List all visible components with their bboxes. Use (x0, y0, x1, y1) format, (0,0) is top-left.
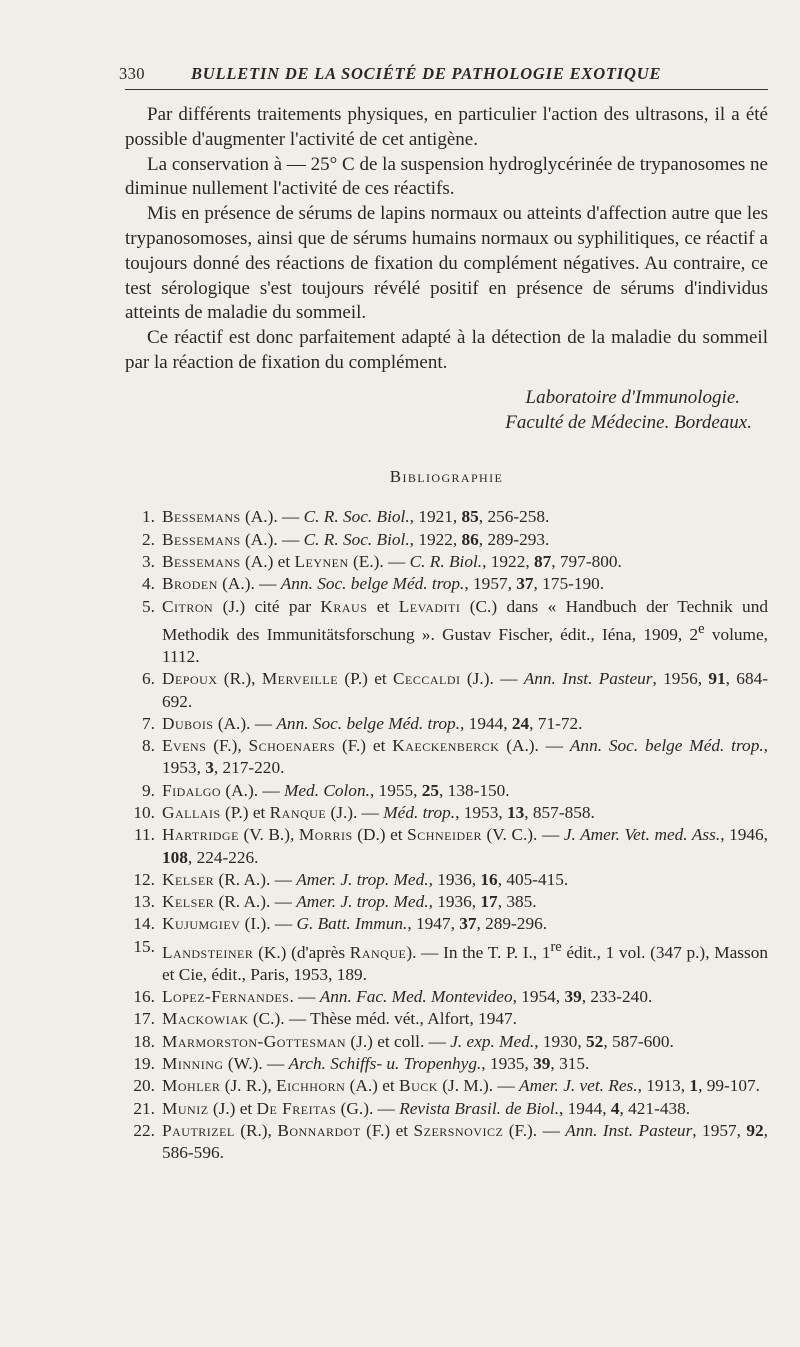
reference-volume: 37 (516, 574, 534, 594)
reference-journal: C. R. Biol. (409, 551, 483, 571)
reference-author: Kraus (320, 596, 368, 616)
reference-text: , 1935, (481, 1054, 534, 1074)
reference-author: De Freitas (256, 1098, 337, 1118)
reference-text: (R.), (234, 1120, 278, 1140)
reference-author: Bessemans (162, 529, 241, 549)
reference-item (125, 1098, 768, 1120)
reference-text: (A.). — (213, 713, 277, 733)
reference-pages: , 217-220. (213, 758, 285, 778)
reference-item (125, 1008, 768, 1030)
reference-item (125, 713, 768, 735)
reference-author: Mackowiak (162, 1009, 249, 1029)
reference-text: (A.). — (240, 507, 304, 527)
reference-item (125, 936, 768, 986)
reference-author: Bonnardot (277, 1120, 361, 1140)
reference-author: Leynen (294, 551, 349, 571)
journal-title: BULLETIN DE LA SOCIÉTÉ DE PATHOLOGIE EXOTIQUE (191, 64, 662, 83)
reference-superscript: re (550, 938, 562, 955)
reference-number: 9. (142, 780, 155, 800)
running-header (119, 64, 768, 90)
reference-number: 14. (133, 914, 155, 934)
reference-volume: 17 (480, 892, 498, 912)
reference-text: (C.) dans « Handbuch der Technik und Methodik des Immunitätsforschung ». Gustav Fischer, édit., Iéna, 1909, 2 (162, 596, 768, 644)
reference-author: Evens (162, 736, 207, 756)
reference-text: (R.), (217, 669, 262, 689)
reference-text: et (367, 596, 399, 616)
reference-volume: 24 (511, 713, 530, 733)
reference-author: Morris (298, 825, 353, 845)
reference-text: (A.). — (499, 736, 570, 756)
reference-text: (A.). — (240, 529, 304, 549)
reference-text: (A.) et (345, 1076, 400, 1096)
reference-volume: 16 (480, 869, 498, 889)
reference-text: , 1936, (428, 869, 481, 889)
reference-author: Lopez-Fernandes (162, 987, 290, 1007)
reference-author: Mohler (162, 1076, 221, 1096)
reference-number: 20. (133, 1076, 155, 1096)
reference-text: , 1956, (652, 669, 709, 689)
reference-text: (P.) et (220, 802, 270, 822)
reference-volume: 4 (610, 1098, 620, 1118)
reference-text: (W.). — (223, 1054, 289, 1074)
reference-author: Eichhorn (276, 1076, 346, 1096)
reference-author: Citron (162, 596, 214, 616)
reference-author: Minning (162, 1054, 224, 1074)
reference-item (125, 551, 768, 573)
reference-pages: , 99-107. (698, 1076, 760, 1096)
reference-text: , 1922, (409, 529, 462, 549)
reference-text: (J.) et (208, 1098, 257, 1118)
reference-text: , 1957, (464, 574, 517, 594)
reference-author: Buck (399, 1076, 438, 1096)
reference-text: , 1921, (409, 507, 462, 527)
reference-journal: Ann. Fac. Med. Montevideo (319, 987, 513, 1007)
reference-author: Kelser (162, 892, 215, 912)
reference-text: (A.). — (221, 780, 284, 800)
reference-number: 7. (142, 713, 155, 733)
reference-text: , 1953, (455, 802, 507, 822)
reference-text: , 1947, (407, 914, 460, 934)
reference-volume: 39 (533, 1054, 551, 1074)
reference-text: (F.), (206, 736, 249, 756)
reference-text: (R. A.). — (214, 869, 297, 889)
reference-text: (J. M.). — (437, 1076, 520, 1096)
reference-pages: , 421-438. (619, 1098, 691, 1118)
reference-text: . — (289, 987, 320, 1007)
reference-item (125, 824, 768, 869)
reference-pages: , 405-415. (497, 869, 569, 889)
reference-item (125, 780, 768, 802)
reference-volume: 52 (586, 1031, 604, 1051)
reference-text: , 1936, (428, 892, 481, 912)
reference-pages: , 71-72. (529, 713, 583, 733)
reference-text: (V. C.). — (481, 825, 564, 845)
reference-pages: , 684-692. (162, 669, 768, 711)
document-page (119, 64, 769, 1165)
reference-pages: , 175-190. (533, 574, 605, 594)
reference-text: (D.) et (352, 825, 408, 845)
reference-text: , 1953, (162, 736, 768, 778)
reference-item (125, 891, 768, 913)
reference-text: (C.). — Thèse méd. vét., Alfort, 1947. (248, 1009, 517, 1029)
reference-text: (J.). — (326, 802, 384, 822)
reference-journal: Ann. Inst. Pasteur (565, 1120, 693, 1140)
reference-text: (K.) (d'après (253, 942, 350, 962)
reference-item (125, 869, 768, 891)
reference-author: Broden (162, 574, 218, 594)
reference-text: , 1957, (692, 1120, 747, 1140)
reference-pages: , 138-150. (439, 780, 510, 800)
reference-journal: C. R. Soc. Biol. (303, 529, 410, 549)
reference-text: (J. R.), (220, 1076, 277, 1096)
reference-volume: 25 (421, 780, 440, 800)
reference-text: (I.). — (240, 914, 297, 934)
reference-pages: , 385. (497, 892, 537, 912)
reference-text: (E.). — (348, 551, 410, 571)
reference-item (125, 735, 768, 780)
reference-volume: 108 (162, 847, 188, 867)
reference-volume: 3 (205, 758, 214, 778)
reference-number: 18. (133, 1031, 155, 1051)
reference-pages: , 224-226. (187, 847, 259, 867)
reference-journal: Ann. Soc. belge Méd. trop. (276, 713, 461, 733)
reference-item (125, 506, 768, 528)
reference-author: Marmorston-Gottesman (162, 1031, 347, 1051)
reference-text: ). — In the T. P. I., 1 (406, 942, 551, 962)
reference-number: 6. (142, 669, 155, 689)
reference-author: Gallais (162, 802, 221, 822)
page-number: 330 (119, 64, 145, 83)
reference-pages: , 586-596. (162, 1120, 768, 1163)
reference-item (125, 668, 768, 713)
reference-number: 3. (142, 551, 155, 571)
reference-number: 11. (134, 825, 155, 845)
reference-author: Schoenaers (248, 736, 336, 756)
affiliation (125, 386, 768, 436)
reference-text: (F.) et (360, 1120, 414, 1140)
reference-text: , 1946, (720, 825, 769, 845)
reference-text: (J.) et coll. — (346, 1031, 451, 1051)
reference-text: , 1930, (534, 1031, 587, 1051)
reference-journal: Amer. J. vet. Res. (519, 1076, 638, 1096)
reference-journal: Amer. J. trop. Med. (296, 869, 429, 889)
reference-pages: , 587-600. (603, 1031, 674, 1051)
reference-journal: Ann. Soc. belge Méd. trop. (280, 574, 465, 594)
reference-volume: 1 (689, 1076, 699, 1096)
reference-journal: C. R. Soc. Biol. (303, 507, 410, 527)
reference-text: (A.) et (240, 551, 295, 571)
reference-text: (R. A.). — (214, 892, 297, 912)
reference-text: édit., 1 vol. (347 p.), Masson et Cie, édit., Paris, 1953, 189. (162, 942, 768, 984)
reference-superscript: e (698, 620, 705, 637)
reference-text: (P.) et (338, 669, 394, 689)
reference-pages: , 315. (550, 1054, 590, 1074)
reference-number: 10. (133, 802, 155, 822)
reference-number: 15. (133, 936, 155, 956)
reference-journal: Arch. Schiffs- u. Tropenhyg. (288, 1054, 482, 1074)
reference-pages: , 256-258. (478, 507, 550, 527)
reference-volume: 86 (461, 529, 479, 549)
reference-author: Ceccaldi (393, 669, 461, 689)
reference-item (125, 573, 768, 595)
reference-author: Bessemans (162, 507, 241, 527)
reference-volume: 13 (506, 802, 525, 822)
reference-author: Levaditi (398, 596, 461, 616)
reference-journal: Amer. J. trop. Med. (296, 892, 429, 912)
reference-number: 16. (133, 987, 155, 1007)
reference-author: Kelser (162, 869, 215, 889)
reference-journal: J. exp. Med. (450, 1031, 535, 1051)
paragraph: Mis en présence de sérums de lapins normaux ou atteints d'affection autre que les trypanosomoses, ainsi que de sérums humains normaux ou syphilitiques, ce réactif a toujours donné des réactions de fixation du complément négatives. Au contraire, ce test sérologique s'est toujours révélé positif en présence de sérums d'individus atteints de maladie du sommeil. (125, 203, 768, 324)
reference-text: , 1922, (482, 551, 534, 571)
reference-item (125, 1053, 768, 1075)
reference-number: 21. (133, 1098, 155, 1118)
reference-text: , 1955, (369, 780, 422, 800)
bibliography-heading: Bibliographie (389, 467, 504, 487)
paragraph: La conservation à — 25° C de la suspension hydroglycérinée de trypanosomes ne diminue nullement l'activité de ces réactifs. (125, 153, 768, 200)
reference-text: volume, 1112. (162, 624, 768, 666)
reference-author: Landsteiner (162, 942, 254, 962)
reference-author: Pautrizel (162, 1120, 235, 1140)
reference-pages: , 289-293. (478, 529, 550, 549)
reference-pages: , 857-858. (524, 802, 595, 822)
reference-number: 4. (142, 574, 155, 594)
reference-item (125, 596, 768, 669)
reference-item (125, 1120, 768, 1165)
reference-number: 8. (142, 736, 155, 756)
reference-journal: Ann. Inst. Pasteur (523, 669, 653, 689)
reference-journal: G. Batt. Immun. (296, 914, 408, 934)
reference-journal: Med. Colon. (283, 780, 370, 800)
reference-author: Fidalgo (162, 780, 222, 800)
reference-volume: 39 (564, 987, 582, 1007)
reference-volume: 92 (746, 1120, 764, 1140)
reference-author: Ranque (349, 942, 407, 962)
reference-item (125, 802, 768, 824)
reference-item (125, 1031, 768, 1053)
reference-author: Szersnovicz (413, 1120, 504, 1140)
reference-item (125, 529, 768, 551)
reference-number: 13. (133, 892, 155, 912)
reference-volume: 85 (461, 507, 479, 527)
reference-author: Dubois (162, 713, 214, 733)
reference-item (125, 913, 768, 935)
reference-volume: 37 (459, 914, 477, 934)
reference-author: Merveille (261, 669, 339, 689)
reference-text: (G.). — (336, 1098, 400, 1118)
reference-list (125, 506, 768, 1164)
reference-number: 19. (133, 1054, 155, 1074)
reference-journal: Revista Brasil. de Biol. (399, 1098, 560, 1118)
reference-text: (V. B.), (238, 825, 299, 845)
reference-pages: , 233-240. (581, 987, 653, 1007)
reference-volume: 91 (708, 669, 726, 689)
reference-text: (F.). — (503, 1120, 566, 1140)
reference-author: Schneider (407, 825, 482, 845)
reference-pages: , 289-296. (476, 914, 548, 934)
reference-text: (J.) cité par (213, 596, 321, 616)
reference-number: 17. (133, 1009, 155, 1029)
reference-author: Kaeckenberck (392, 736, 500, 756)
reference-number: 22. (133, 1120, 155, 1140)
laboratory-name: Laboratoire d'Immunologie. (525, 386, 740, 408)
reference-number: 1. (142, 507, 155, 527)
reference-journal: Ann. Soc. belge Méd. trop. (569, 736, 764, 756)
reference-number: 5. (142, 596, 155, 616)
reference-number: 2. (142, 529, 155, 549)
reference-author: Bessemans (162, 551, 241, 571)
reference-item (125, 986, 768, 1008)
reference-author: Kujumgiev (162, 914, 241, 934)
reference-text: , 1944, (460, 713, 512, 733)
reference-number: 12. (133, 869, 155, 889)
reference-author: Depoux (162, 669, 218, 689)
paragraph: Ce réactif est donc parfaitement adapté à la détection de la maladie du sommeil par la réaction de fixation du complément. (125, 327, 768, 373)
reference-text: , 1954, (512, 987, 565, 1007)
reference-author: Ranque (269, 802, 327, 822)
reference-pages: , 797-800. (551, 551, 622, 571)
paragraph: Par différents traitements physiques, en particulier l'action des ultrasons, il a été possible d'augmenter l'activité de cet antigène. (125, 104, 768, 150)
reference-author: Hartridge (162, 825, 239, 845)
reference-text: (J.). — (460, 669, 524, 689)
body-text (125, 103, 768, 376)
reference-journal: Méd. trop. (383, 802, 456, 822)
reference-author: Muniz (162, 1098, 209, 1118)
reference-volume: 87 (533, 551, 552, 571)
faculty-name: Faculté de Médecine. Bordeaux. (505, 411, 752, 433)
reference-text: , 1944, (559, 1098, 611, 1118)
reference-text: (F.) et (335, 736, 393, 756)
reference-text: , 1913, (637, 1076, 690, 1096)
reference-journal: J. Amer. Vet. med. Ass. (563, 825, 721, 845)
reference-text: (A.). — (217, 574, 281, 594)
reference-item (125, 1075, 768, 1097)
